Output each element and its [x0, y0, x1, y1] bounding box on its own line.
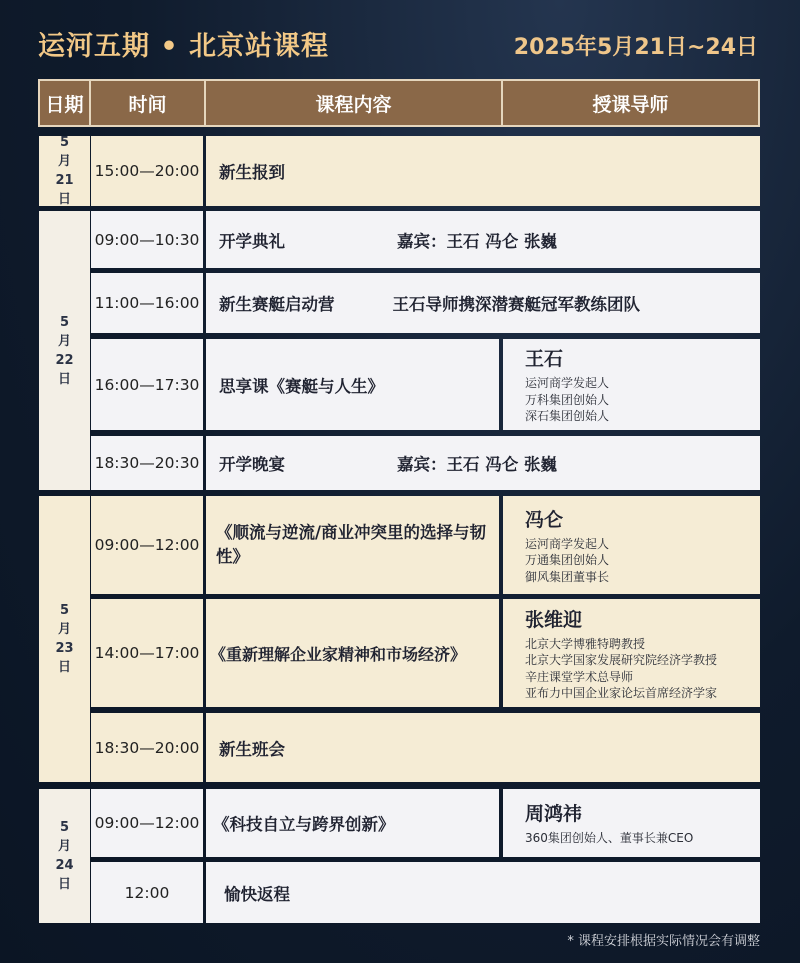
time-cell: 09:00—12:00 — [91, 789, 203, 857]
time-cell: 11:00—16:00 — [91, 273, 203, 333]
col-header-date: 日期 — [38, 79, 91, 127]
col-header-time: 时间 — [89, 79, 206, 127]
content-cell: 《顺流与逆流/商业冲突里的选择与韧性》 — [206, 496, 499, 594]
time-cell: 15:00—20:00 — [91, 136, 203, 206]
guests-text: 嘉宾：王石 冯仑 张巍 — [397, 455, 557, 474]
content-cell: 开学典礼 嘉宾：王石 冯仑 张巍 — [206, 211, 760, 268]
col-header-instructor: 授课导师 — [501, 79, 760, 127]
content-cell: 思享课《赛艇与人生》 — [206, 339, 499, 430]
time-cell: 18:30—20:00 — [91, 713, 203, 782]
date-cell-may24: 5 月 24 日 — [39, 789, 90, 923]
time-cell: 14:00—17:00 — [91, 599, 203, 707]
col-header-content: 课程内容 — [204, 79, 503, 127]
page-header — [0, 0, 800, 78]
date-cell-may23: 5 月 23 日 — [39, 496, 90, 782]
instructor-cell: 周鸿祎 360集团创始人、董事长兼CEO — [503, 789, 760, 857]
content-cell: 《科技自立与跨界创新》 — [206, 789, 499, 857]
time-cell: 12:00 — [91, 862, 203, 923]
coaches-text: 王石导师携深潜赛艇冠军教练团队 — [392, 295, 640, 314]
guests-text: 嘉宾：王石 冯仑 张巍 — [397, 231, 557, 251]
instructor-cell: 张维迎 北京大学博雅特聘教授 北京大学国家发展研究院经济学教授 辛庄课堂学术总导师 亚布力中国企业家论坛首席经济学家 — [503, 599, 760, 707]
date-cell-may21: 5 月 21 日 — [39, 136, 90, 206]
page-title: 运河五期 • 北京站课程 — [38, 31, 330, 62]
footnote: * 课程安排根据实际情况会有调整 — [567, 934, 760, 949]
time-cell: 09:00—10:30 — [91, 211, 203, 268]
instructor-name: 王石 — [525, 348, 564, 371]
instructor-name: 张维迎 — [525, 608, 583, 631]
content-cell: 开学晚宴 嘉宾：王石 冯仑 张巍 — [206, 436, 760, 490]
instructor-name: 周鸿祎 — [525, 803, 583, 826]
time-cell: 16:00—17:30 — [91, 339, 203, 430]
content-cell: 《重新理解企业家精神和市场经济》 — [206, 599, 499, 707]
instructor-cell: 冯仑 运河商学发起人 万通集团创始人 御风集团董事长 — [503, 496, 760, 594]
content-cell: 新生班会 — [206, 713, 760, 782]
instructor-cell: 王石 运河商学发起人 万科集团创始人 深石集团创始人 — [503, 339, 760, 430]
content-cell: 新生报到 — [206, 136, 760, 206]
content-cell: 新生赛艇启动营 王石导师携深潜赛艇冠军教练团队 — [206, 273, 760, 333]
date-range: 2025年5月21日~24日 — [513, 35, 758, 60]
instructor-name: 冯仑 — [525, 508, 564, 531]
time-cell: 09:00—12:00 — [91, 496, 203, 594]
date-cell-may22: 5 月 22 日 — [39, 211, 90, 490]
content-cell: 愉快返程 — [206, 862, 760, 923]
time-cell: 18:30—20:30 — [91, 436, 203, 490]
